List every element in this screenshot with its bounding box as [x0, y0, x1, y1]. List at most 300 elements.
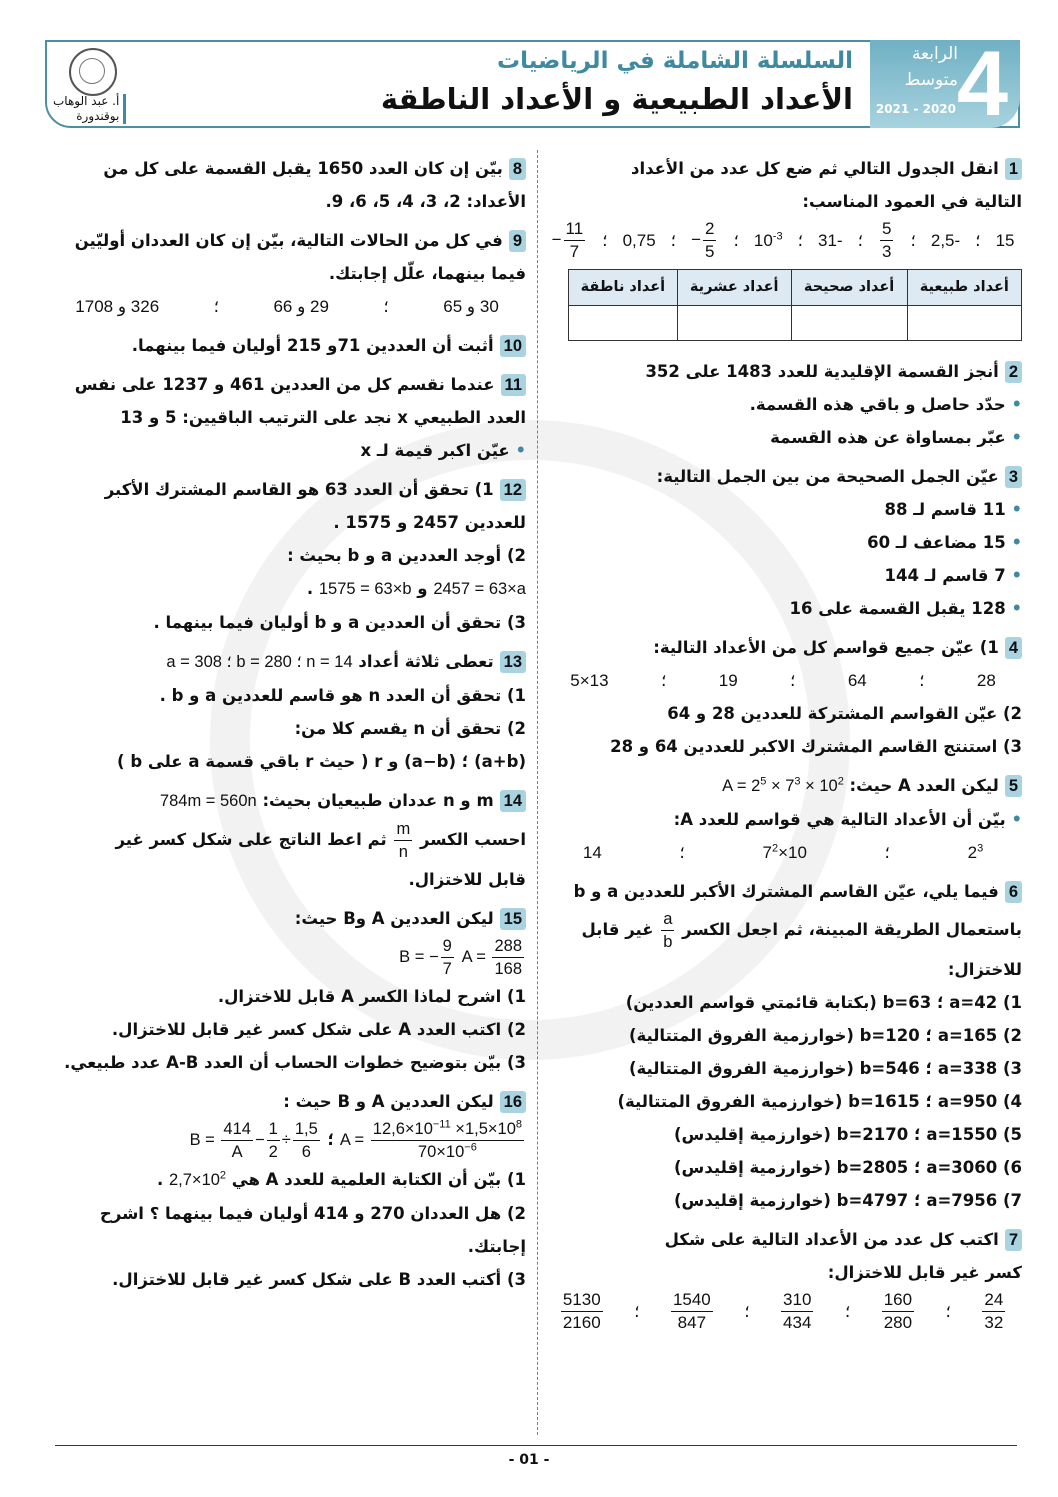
power-base: 7: [785, 777, 795, 795]
denominator: 168: [494, 960, 522, 978]
exercise-12: [48, 473, 526, 639]
power-exponent: −11: [432, 1118, 451, 1131]
power: [762, 836, 778, 869]
fraction: [671, 1289, 713, 1334]
table-cell: [791, 306, 907, 341]
exercise-line: [48, 1230, 526, 1263]
right-column: [544, 152, 1022, 1340]
text-run: 326 و 1708: [75, 297, 160, 316]
exercise-15: [48, 902, 526, 1079]
math-expression: [190, 1118, 322, 1163]
exercise-line: [48, 784, 526, 818]
value-list: [544, 218, 1022, 263]
power: [202, 1164, 226, 1197]
text-run: ×10: [778, 843, 807, 862]
text-run: كسر غير قابل للاختزال:: [827, 1263, 1022, 1282]
text-run: −: [691, 229, 701, 249]
level-label-2: متوسط: [904, 70, 958, 90]
text-run: عيّن الجمل الصحيحة من بين الجمل التالية:: [656, 467, 999, 486]
text-run: 2) a=165 ؛ b=120 (خوارزمية الفروق المتتالية): [628, 1026, 1022, 1045]
school-year: 2021 - 2020: [875, 102, 956, 116]
fraction: [394, 818, 412, 863]
denominator: 3: [881, 242, 892, 261]
math-expression: [552, 218, 588, 263]
math-expression: [399, 935, 456, 980]
text-run: عندما نقسم كل من العددين 461 و 1237 على نفس: [74, 375, 495, 394]
text-run: 1) a=42 ؛ b=63 (بكتابة قائمتي قواسم العددين): [625, 993, 1022, 1012]
text-run: ؛: [383, 297, 389, 316]
text-run: ليكن العدد A حيث:: [843, 776, 999, 795]
text-run: 30 و 65: [443, 297, 499, 316]
numerator: 288: [492, 935, 524, 958]
exercise-line: [544, 493, 1022, 526]
exercise-line: [48, 506, 526, 539]
table-header-row: [569, 270, 1022, 306]
text-run: 2) اكتب العدد A على شكل كسر غير قابل للاختزال.: [111, 1020, 526, 1039]
text-run: 1) تحقق أن العدد n هو قاسم للعددين a و b .: [159, 686, 526, 705]
exercise-line: [48, 1163, 526, 1197]
text-run: (a+b) ؛ (a−b) و r ( حيث r باقي قسمة a على b ): [117, 752, 526, 771]
fraction: [293, 1118, 320, 1163]
text-run: ؛: [213, 297, 220, 316]
level-badge: [870, 33, 1020, 135]
text-run: ثم اعط الناتج على شكل كسر غير: [115, 830, 393, 849]
exercise-line: [48, 572, 526, 606]
numerator: 310: [781, 1289, 813, 1312]
table-cell: [569, 306, 678, 341]
text-run: و: [411, 579, 434, 598]
denominator: 2: [268, 1143, 278, 1161]
text-run: ×: [766, 777, 786, 795]
exercise-number: 3: [1005, 466, 1022, 488]
exercise-line: [48, 401, 526, 434]
numerator: 414: [221, 1118, 253, 1141]
numerator: m: [394, 818, 412, 841]
text-run: قابل للاختزال.: [408, 870, 526, 889]
math-expression: [462, 935, 526, 980]
exercise-number: 16: [500, 1091, 526, 1113]
power-exponent: 3: [977, 842, 984, 855]
text-run: في كل من الحالات التالية، بيّن إن كان العددان أوليّين: [74, 231, 503, 250]
power-exponent: 2: [219, 1169, 227, 1182]
exercise-line: [48, 329, 526, 362]
power-base: 10: [445, 1143, 465, 1161]
text-run: 13×5: [570, 671, 609, 690]
text-run: ليكن العددين A و B حيث :: [283, 1092, 494, 1111]
exercise-line: [544, 1151, 1022, 1184]
text-run: 19: [718, 671, 738, 690]
exercise-line: [48, 1197, 526, 1230]
numerator: 2: [703, 218, 716, 241]
text-run: 3) a=338 ؛ b=546 (خوارزمية الفروق المتتالية): [628, 1059, 1022, 1078]
exercise-line: [544, 1019, 1022, 1052]
exercise-line: [48, 980, 526, 1013]
power-exponent: 8: [515, 1118, 522, 1131]
power: [415, 1118, 451, 1140]
text-run: ؛: [660, 671, 667, 690]
text-run: للعددين 2457 و 1575 .: [333, 513, 526, 532]
power-exponent: 5: [760, 775, 767, 788]
exercise-line: [48, 712, 526, 745]
exercise-number: 8: [509, 158, 526, 180]
exercise-line: [544, 875, 1022, 908]
math-expression: [722, 770, 844, 803]
numerator: [371, 1118, 524, 1141]
denominator: 5: [705, 242, 715, 261]
math-expression: [418, 1141, 477, 1163]
power-base: 2: [751, 777, 761, 795]
text-run: ؛: [679, 843, 685, 862]
text-run: عيّن اكبر قيمة لـ x: [360, 441, 510, 460]
exercise-line: [48, 745, 526, 778]
table-row: [569, 306, 1022, 341]
text-run: ؛: [844, 1302, 851, 1321]
text-run: فيما يلي، عيّن القاسم المشترك الأكبر للعددين a و b: [573, 882, 999, 901]
exercise-line: [48, 863, 526, 896]
denominator: 280: [883, 1313, 913, 1332]
power: [785, 770, 800, 803]
power-base: 10: [753, 231, 773, 250]
exercise-line: [544, 986, 1022, 1019]
numerator: 24: [982, 1289, 1005, 1312]
exercise-number: 11: [501, 374, 526, 396]
text-run: B =: [189, 1130, 220, 1149]
denominator: 32: [984, 1313, 1004, 1332]
exercise-number: 15: [500, 908, 526, 930]
text-run: بيّن أن الأعداد التالية هي قواسم للعدد A:: [673, 810, 1006, 829]
text-run: التالية في العمود المناسب:: [802, 192, 1022, 211]
power-exponent: −6: [464, 1141, 477, 1154]
text-run: B = −: [399, 947, 439, 966]
author-first: أ. عبد الوهاب: [53, 94, 120, 108]
text-run: ليكن العددين A وB حيث:: [294, 909, 494, 928]
column-divider: [537, 150, 538, 1435]
exercise-line: [544, 152, 1022, 185]
math-expression: [691, 218, 718, 263]
text-run: ؛: [744, 1302, 750, 1321]
text-run: -2,5: [930, 231, 961, 250]
power-base: 10: [201, 1171, 220, 1189]
exercise-10: [48, 329, 526, 362]
numerator: 1540: [671, 1289, 713, 1312]
exercise-line: [48, 902, 526, 935]
level-label: الرابعة: [911, 44, 958, 64]
power-exponent: 2: [771, 842, 779, 855]
text-run: ×: [800, 777, 820, 795]
denominator: 434: [783, 1313, 812, 1332]
page-header: [45, 33, 1020, 135]
exercise-number: 10: [500, 335, 526, 357]
exercise-line: [48, 473, 526, 506]
author-name: [53, 94, 126, 124]
text-run: 7) a=7956 ؛ b=4797 (خوارزمية إقليدس): [674, 1191, 1022, 1210]
value-list: [544, 1289, 1022, 1334]
text-run: ؛: [945, 1302, 951, 1321]
exercise-number: 14: [500, 790, 526, 812]
exercise-line: [544, 355, 1022, 388]
exercise-number: 5: [1005, 775, 1022, 797]
power-exponent: 2: [837, 775, 844, 788]
page-number: - 01 -: [508, 1452, 550, 1468]
text-run: الأعداد: 2، 3، 4، 5، 6، 9.: [325, 192, 526, 211]
text-run: 15: [995, 231, 1015, 250]
exercise-line: [48, 434, 526, 467]
left-column: [48, 152, 526, 1302]
fraction: [492, 935, 524, 980]
power-base: 10: [414, 1120, 433, 1138]
series-title: السلسلة الشاملة في الرياضيات: [496, 48, 853, 74]
denominator: 6: [301, 1143, 311, 1161]
text-run: تعطى ثلاثة أعداد: [352, 652, 494, 671]
text-run: 128 يقبل القسمة على 16: [789, 599, 1006, 618]
text-run: 6) a=3060 ؛ b=2805 (خوارزمية إقليدس): [674, 1158, 1022, 1177]
text-run: ÷: [281, 1130, 291, 1149]
text-run: ؛: [910, 231, 916, 250]
text-run: إجابتك.: [467, 1237, 526, 1256]
text-run: 784m = 560n: [159, 792, 257, 810]
text-run: 2,7×: [168, 1171, 202, 1189]
text-run: ×1,5×: [450, 1120, 498, 1138]
math-expression: [166, 646, 352, 679]
column-header: أعداد طبيعية: [907, 270, 1021, 306]
exercise-line: [48, 606, 526, 639]
text-run: بيّن إن كان العدد 1650 يقبل القسمة على كل من: [103, 159, 503, 178]
exercise-line: [544, 1085, 1022, 1118]
exercise-line: [48, 645, 526, 679]
author-logo: [69, 48, 117, 96]
numerator: 1,5: [293, 1118, 320, 1141]
text-run: احسب الكسر: [414, 830, 526, 849]
text-run: 2) تحقق أن n يقسم كلا من:: [294, 719, 526, 738]
fraction: [703, 218, 716, 263]
exercise-line: [544, 460, 1022, 493]
exercise-line: [48, 185, 526, 218]
exercise-line: [544, 592, 1022, 625]
text-run: العدد الطبيعي x نجد على الترتيب الباقيين: 5 و 13: [120, 408, 526, 427]
text-run: 0,75: [622, 231, 656, 250]
text-run: عبّر بمساواة عن هذه القسمة: [770, 428, 1006, 447]
text-run: −: [254, 1130, 265, 1149]
numerator: a: [661, 908, 674, 931]
math-expression: [373, 1118, 522, 1140]
exercise-line: [544, 526, 1022, 559]
text-run: ؛: [857, 231, 863, 250]
math-expression: [319, 573, 412, 606]
exercise-1: [544, 152, 1022, 341]
exercise-line: [48, 224, 526, 257]
exercise-2: [544, 355, 1022, 454]
exercise-line: [544, 769, 1022, 803]
classification-table: [568, 269, 1022, 341]
denominator: 847: [677, 1313, 707, 1332]
exercise-line: [48, 1085, 526, 1118]
exercise-line: [544, 1223, 1022, 1256]
column-header: أعداد ناطقة: [569, 270, 678, 306]
table-cell: [677, 306, 791, 341]
exercise-7: [544, 1223, 1022, 1334]
exercise-6: [544, 875, 1022, 1217]
exercise-number: 7: [1005, 1229, 1022, 1251]
text-run: 4) a=950 ؛ b=1615 (خوارزمية الفروق المتتالية): [617, 1092, 1022, 1111]
text-run: A =: [461, 947, 491, 966]
column-header: أعداد صحيحة: [791, 270, 907, 306]
value-list: [48, 290, 526, 323]
fraction: [441, 935, 454, 980]
text-run: 5) a=1550 ؛ b=2170 (خوارزمية إقليدس): [674, 1125, 1022, 1144]
exercise-number: 6: [1005, 881, 1022, 903]
text-run: 1) بيّن أن الكتابة العلمية للعدد A هي: [226, 1170, 526, 1189]
power-exponent: 3: [794, 775, 801, 788]
text-run: 1) اشرح لماذا الكسر A قابل للاختزال.: [217, 987, 526, 1006]
exercise-line: [48, 368, 526, 401]
value-list: [544, 664, 1022, 697]
power-base: 7: [762, 843, 772, 862]
text-run: ؛: [733, 231, 739, 250]
numerator: 160: [882, 1289, 914, 1312]
exercise-5: [544, 769, 1022, 869]
exercise-number: 13: [500, 651, 526, 673]
denominator: 7: [569, 242, 580, 261]
numerator: 11: [564, 218, 586, 241]
text-run: 3) أكتب العدد B على شكل كسر غير قابل للاختزال.: [112, 1270, 526, 1289]
footer-rule: [55, 1445, 1017, 1446]
fraction: [561, 1289, 603, 1334]
text-run: 3) استنتج القاسم المشترك الاكبر للعددين 64 و 28: [610, 737, 1022, 756]
exercise-line: [544, 803, 1022, 836]
text-run: 2457 = 63×a: [433, 580, 526, 598]
fraction: [781, 1289, 813, 1334]
power-base: 10: [497, 1120, 516, 1138]
fraction: [982, 1289, 1005, 1334]
text-run: ؛: [797, 231, 803, 250]
denominator: b: [663, 933, 673, 951]
text-run: ؛: [634, 1302, 640, 1321]
exercise-line: [48, 679, 526, 712]
text-run: 12,6×: [372, 1120, 415, 1138]
power: [754, 224, 783, 257]
power: [968, 836, 984, 869]
exercise-number: 1: [1005, 158, 1022, 180]
exercise-line: [48, 1263, 526, 1296]
text-run: 1575 = 63×b: [318, 580, 412, 598]
text-run: m و n عددان طبيعيان بحيث:: [256, 791, 494, 810]
text-run: أثبت أن العددين 71و 215 أوليان فيما بينهما.: [131, 336, 494, 355]
numerator: 5130: [561, 1289, 603, 1312]
text-run: ؛: [919, 671, 925, 690]
exercise-line: [48, 152, 526, 185]
exercise-number: 12: [500, 479, 526, 501]
text-run: ؛: [790, 671, 796, 690]
exercise-line: [48, 539, 526, 572]
value-list: [544, 836, 1022, 869]
exercise-line: [544, 421, 1022, 454]
denominator: [371, 1141, 524, 1163]
text-run: 2) أوجد العددين a و b بحيث :: [287, 546, 526, 565]
exercise-13: [48, 645, 526, 778]
text-run: A =: [339, 1130, 369, 1149]
fraction: [564, 218, 586, 263]
text-run: A =: [722, 777, 752, 795]
author-last: بوقندورة: [76, 109, 120, 123]
text-run: ؛: [670, 231, 677, 250]
text-run: 29 و 66: [273, 297, 329, 316]
text-run: حدّد حاصل و باقي هذه القسمة.: [749, 395, 1006, 414]
text-run: .: [306, 579, 319, 598]
power: [819, 770, 843, 803]
text-run: أنجز القسمة الإقليدية للعدد 1483 على 352: [645, 362, 999, 381]
exercise-line: [544, 697, 1022, 730]
text-run: ؛: [884, 843, 890, 862]
exercise-line: [544, 1052, 1022, 1085]
exercise-line: [544, 1256, 1022, 1289]
text-run: 3) بيّن بتوضيح خطوات الحساب أن العدد A-B عدد طبيعي.: [64, 1053, 526, 1072]
exercise-4: [544, 631, 1022, 763]
exercise-line: [544, 1118, 1022, 1151]
text-run: اكتب كل عدد من الأعداد التالية على شكل: [664, 1230, 999, 1249]
exercise-line: [544, 388, 1022, 421]
exercise-line: [48, 935, 526, 980]
numerator: 5: [880, 218, 893, 241]
text-run: للاختزال:: [947, 960, 1022, 979]
exercise-line: [544, 631, 1022, 664]
fraction: [880, 218, 893, 263]
text-run: .: [156, 1170, 169, 1189]
text-run: 14: [582, 843, 602, 862]
exercise-line: [544, 1184, 1022, 1217]
exercise-number: 2: [1005, 361, 1022, 383]
math-expression: [160, 785, 257, 818]
text-run: 7 قاسم لـ 144: [884, 566, 1006, 585]
exercise-line: [544, 559, 1022, 592]
exercise-line: [544, 185, 1022, 218]
exercise-11: [48, 368, 526, 467]
text-run: 70×: [417, 1143, 446, 1161]
power: [446, 1141, 477, 1163]
text-run: 15 مضاعف لـ 60: [867, 533, 1006, 552]
power: [751, 770, 766, 803]
denominator: 2160: [562, 1313, 601, 1332]
text-run: 2) هل العددان 270 و 414 أوليان فيما بينهما ؟ اشرح: [99, 1204, 526, 1223]
fraction: [882, 1289, 914, 1334]
math-expression: [340, 1118, 526, 1163]
fraction: [221, 1118, 253, 1163]
exercise-8: [48, 152, 526, 218]
denominator: n: [398, 843, 408, 861]
text-run: ؛: [975, 231, 981, 250]
power: [498, 1118, 522, 1140]
page-title: الأعداد الطبيعية و الأعداد الناطقة: [380, 82, 853, 116]
text-run: 1) تحقق أن العدد 63 هو القاسم المشترك الأكبر: [104, 480, 494, 499]
math-expression: [762, 836, 806, 869]
fraction: [371, 1118, 524, 1163]
numerator: 9: [441, 935, 454, 958]
exercise-16: [48, 1085, 526, 1296]
exercise-line: [48, 1118, 526, 1163]
text-run: -31: [817, 231, 843, 250]
text-run: فيما بينهما، علّل إجابتك.: [328, 264, 526, 283]
text-run: a = 308 ؛ b = 280 ؛ n = 14: [166, 653, 353, 671]
exercise-3: [544, 460, 1022, 625]
exercise-line: [48, 818, 526, 863]
text-run: 28: [976, 671, 996, 690]
text-run: 64: [847, 671, 867, 690]
exercise-line: [544, 908, 1022, 953]
exercise-line: [48, 257, 526, 290]
text-run: 2) عيّن القواسم المشتركة للعددين 28 و 64: [667, 704, 1022, 723]
column-header: أعداد عشرية: [677, 270, 791, 306]
exercise-line: [48, 1013, 526, 1046]
exercise-line: [48, 1046, 526, 1079]
